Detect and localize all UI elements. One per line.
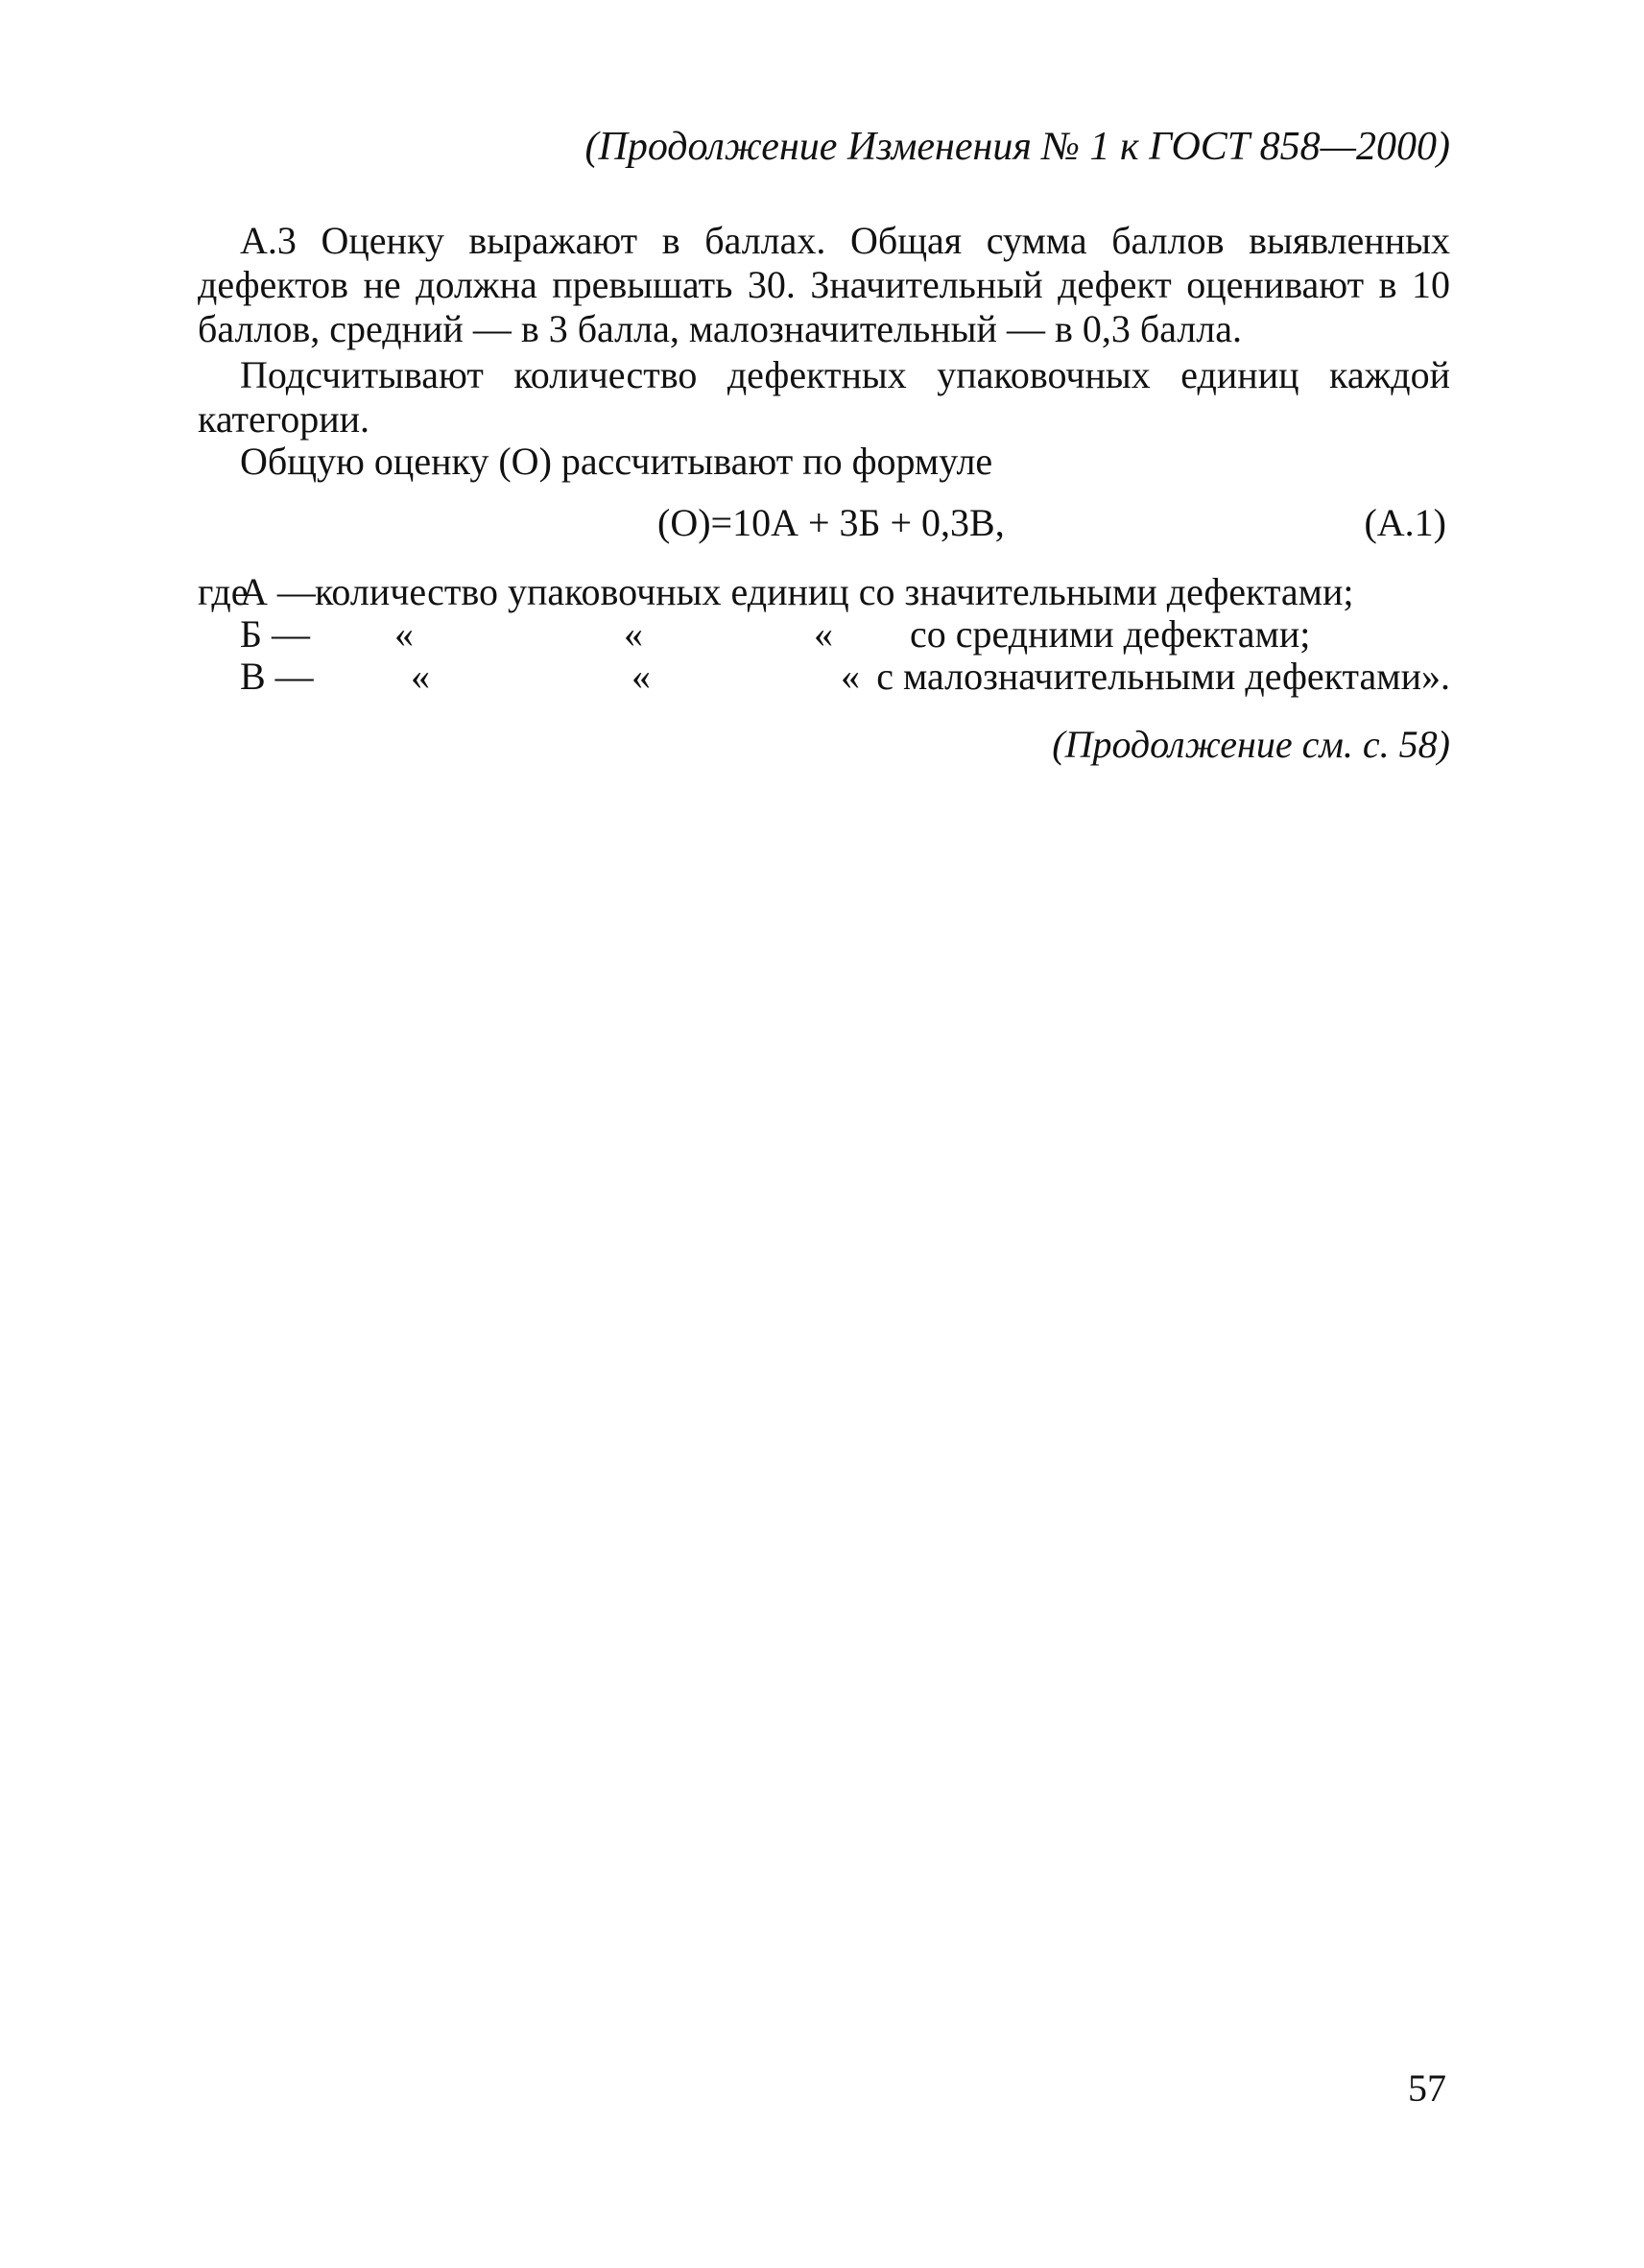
variable-label: А — — [240, 570, 316, 613]
variable-definition: со средними дефектами; — [910, 612, 1311, 656]
ditto-mark: « — [631, 655, 651, 698]
page-number: 57 — [1408, 2066, 1446, 2110]
paragraph-a3: А.3 Оценку выражают в баллах. Общая сумма баллов выявленных дефектов не должна превышать 30. Значительный дефект оценивают в 10 баллов, средний — в 3 балла, малозначительный — в 0,3 балла. — [198, 219, 1450, 350]
paragraph-count: Подсчитывают количество дефектных упаковочных единиц каждой категории. — [198, 353, 1450, 441]
ditto-mark: « — [394, 612, 414, 656]
ditto-mark: « — [411, 655, 430, 698]
ditto-mark: « — [624, 612, 643, 656]
where-row-a — [198, 570, 1450, 614]
variable-label: В — — [240, 655, 314, 698]
variable-label: Б — — [240, 612, 310, 656]
formula-expression: (О)=10А + 3Б + 0,3В, — [657, 501, 1005, 544]
ditto-mark: « — [841, 655, 860, 698]
ditto-mark: « — [814, 612, 833, 656]
page-header: (Продолжение Изменения № 1 к ГОСТ 858—2000) — [584, 125, 1450, 169]
paragraph-formula-intro: Общую оценку (О) рассчитывают по формуле — [240, 440, 993, 483]
where-row-v — [198, 655, 1450, 699]
variable-definition: с малозначительными дефектами». — [876, 655, 1450, 698]
where-lead: где — [198, 570, 249, 613]
formula-number: (А.1) — [1364, 501, 1446, 544]
variable-definition: количество упаковочных единиц со значительными дефектами; — [315, 570, 1354, 613]
continuation-note: (Продолжение см. с. 58) — [1052, 723, 1450, 766]
where-row-b — [198, 612, 1450, 657]
